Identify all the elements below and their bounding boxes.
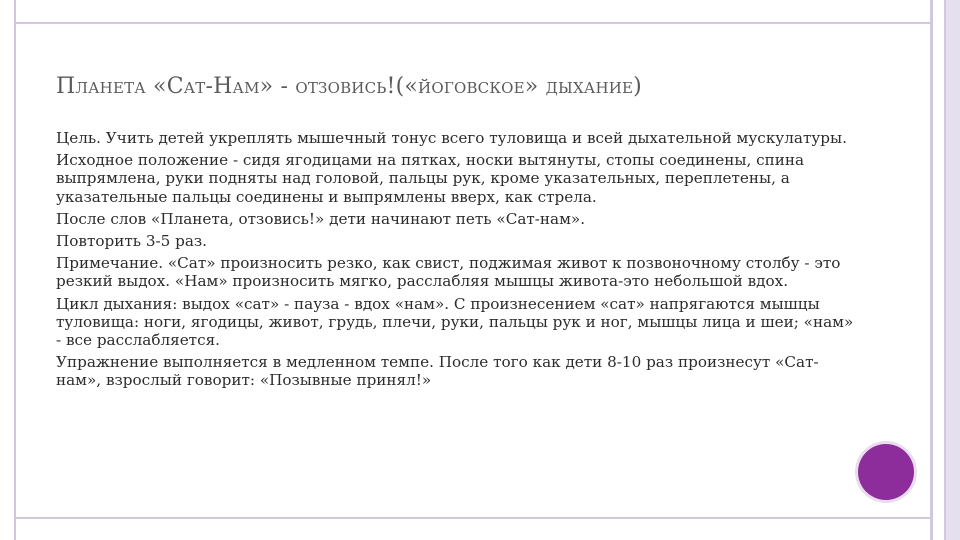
slide-title: Планета «Сат-Нам» - отзовись!(«йоговское» дыхание)	[56, 74, 642, 99]
accent-circle	[858, 444, 914, 500]
paragraph-breath-cycle: Цикл дыхания: выдох «сат» - пауза - вдох «нам». С произнесением «сат» напрягаются мышцы туловища: ноги, ягодицы, живот, грудь, плечи, руки, пальцы рук и ног, мышцы лица и шеи; «нам» - все расслабляется.	[56, 294, 854, 350]
paragraph-note: Примечание. «Сат» произносить резко, как свист, поджимая живот к позвоночному столбу - это резкий выдох. «Нам» произносить мягко, расслабляя мышцы живота-это небольшой вдох.	[56, 254, 841, 291]
paragraph-start-position: Исходное положение - сидя ягодицами на пятках, носки вытянуты, стопы соединены, спина выпрямлена, руки подняты над головой, пальцы рук, кроме указательных, переплетены, а указательные пальцы соединены и выпрямлены вверх, как стрела.	[56, 151, 805, 206]
paragraph-instruction: После слов «Планета, отзовись!» дети начинают петь «Сат-нам».	[56, 209, 586, 228]
paragraph-tempo: Упражнение выполняется в медленном темпе. После того как дети 8-10 раз произнесут «Сат-нам», взрослый говорит: «Позывные принял!»	[56, 353, 819, 390]
bottom-frame-line	[14, 517, 932, 519]
right-frame-line	[930, 0, 933, 540]
paragraph-goal: Цель. Учить детей укреплять мышечный тонус всего туловища и всей дыхательной мускулатуры.	[56, 129, 847, 147]
left-frame-line	[14, 0, 16, 540]
right-frame-band	[944, 0, 960, 540]
paragraph-repeat: Повторить 3-5 раз.	[56, 232, 207, 251]
top-frame-line	[14, 22, 932, 24]
slide-body	[56, 129, 856, 394]
